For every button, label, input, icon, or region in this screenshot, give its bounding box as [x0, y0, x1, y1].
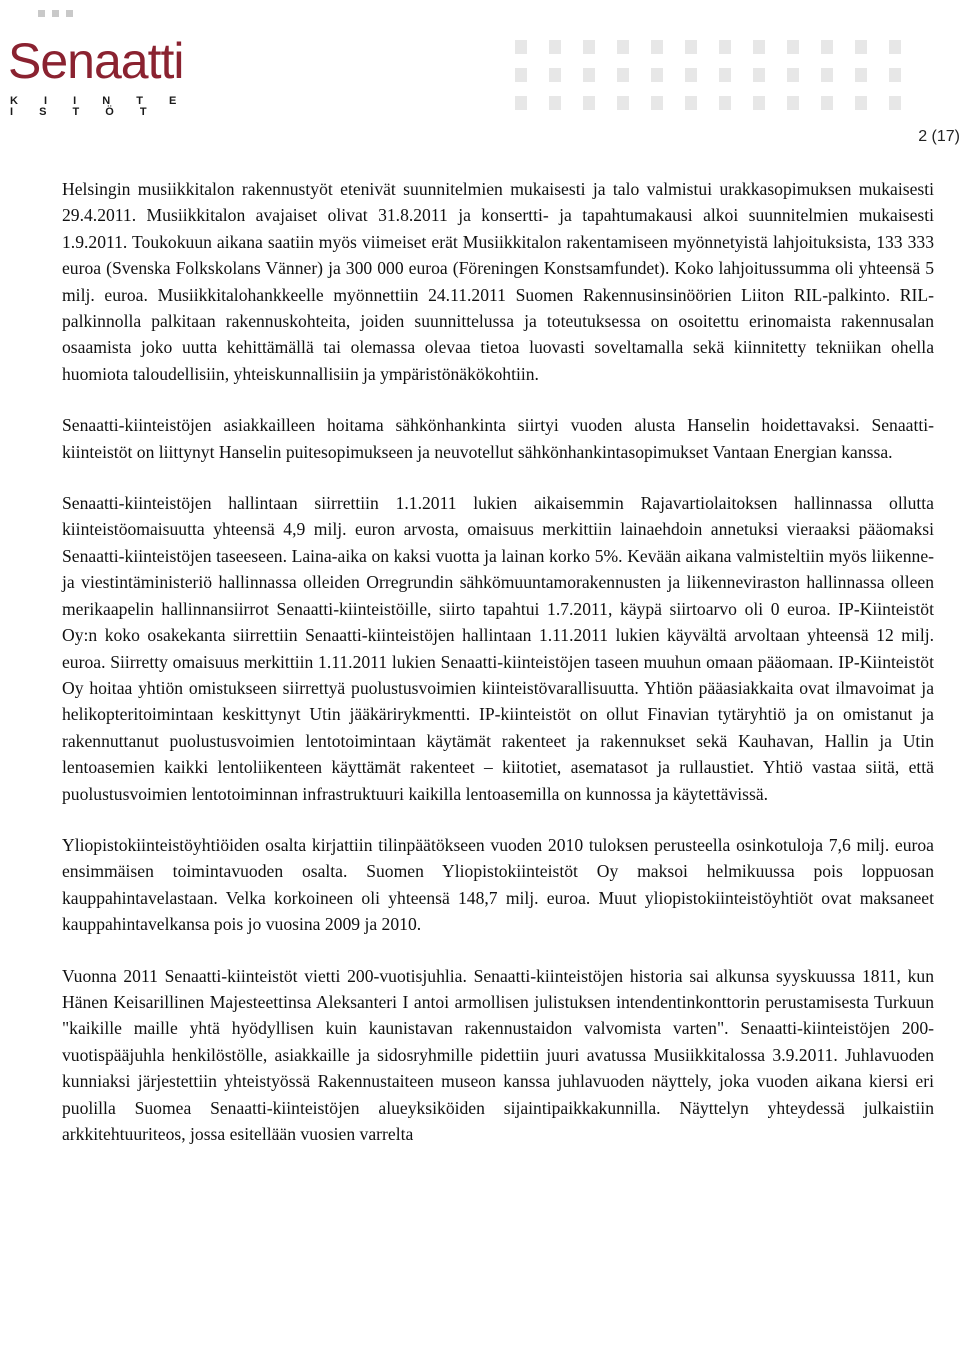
header-decoration-pattern — [515, 40, 960, 120]
logo-tagline: K I I N T E I S T Ö T — [10, 95, 188, 118]
logo-decoration-squares — [38, 10, 73, 17]
paragraph-hallinnansiirrot: Senaatti-kiinteistöjen hallintaan siirrettiin 1.1.2011 lukien aikaisemmin Rajavartiolaitoksen hallinnassa ollutta kiinteistöomaisuutta yhteensä 4,9 milj. euron arvosta, omaisuus merkittiin lainaehdoin annetuksi vieraaksi pääomaksi Senaatti-kiinteistöjen taseeseen. Laina-aika on kaksi vuotta ja lainan korko 5%. Kevään aikana valmisteltiin myös liikenne- ja viestintäministeriö hallinnassa olleiden Orregrundin sähkömuuntamorakennusten ja liikenneviraston hallinnassa olleen merikaapelin hallinnansiirrot Senaatti-kiinteistöille, siirto tapahtui 1.7.2011, käypä siirtoarvo oli 0 euroa. IP-Kiinteistöt Oy:n koko osakekanta siirrettiin Senaatti-kiinteistöjen hallintaan 1.11.2011 lukien käyvältä arvoltaan yhteensä 12 milj. euroa. Siirretty omaisuus merkittiin 1.11.2011 lukien Senaatti-kiinteistöjen taseen muuhun omaan pääomaan. IP-Kiinteistöt Oy hoitaa yhtiön omistukseen siirrettyä puolustusvoimien kiinteistövarallisuutta. Yhtiön pääasiakkaita ovat ilmavoimat ja helikopteritoimintaan keskittynyt Utin jääkärirykmentti. IP-kiinteistöt on ollut Finavian tytäryhtiö ja on omistanut ja rakennuttanut puolustusvoimien lentotoimintaan käytämät rakenteet ja rakennukset sekä Kauhavan, Hallin ja Utin lentoasemien kaikki lentoliikenteen käyttämät rakenteet – kiitotiet, asematasot ja rullaustiet. Yhtiö vastaa siitä, että puolustusvoimien lentotoiminnan infrastruktuuri kaikilla lentoasemilla on kunnossa ja käytettävissä. — [62, 493, 934, 804]
logo-wordmark: Senaatti — [8, 33, 184, 89]
paragraph-sahkonhankinta: Senaatti-kiinteistöjen asiakkailleen hoitama sähkönhankinta siirtyi vuoden alusta Hanselin hoidettavaksi. Senaatti-kiinteistöt on liittynyt Hanselin puitesopimukseen ja neuvotellut sähkönhankintasopimukset Vantaan Energian kanssa. — [62, 415, 934, 462]
paragraph-musiikkitalo: Helsingin musiikkitalon rakennustyöt etenivät suunnitelmien mukaisesti ja talo valmistui urakkasopimuksen mukaisesti 29.4.2011. Musiikkitalon avajaiset olivat 31.8.2011 ja konsertti- ja tapahtumakausi alkoi suunnitelmien mukaisesti 1.9.2011. Toukokuun aikana saatiin myös viimeiset erät Musiikkitalon rakentamiseen myönnetyistä lahjoituksista, 133 333 euroa (Svenska Folkskolans Vänner) ja 300 000 euroa (Föreningen Konstsamfundet). Koko lahjoitussumma oli yhteensä 5 milj. euroa. Musiikkitalohankkeelle myönnettiin 24.11.2011 Suomen Rakennusinsinöörien Liiton RIL-palkinto. RIL-palkinnolla palkitaan rakennuskohteita, joiden suunnittelussa ja toteutuksessa on osoitettu erinomaista rakennusalan osaamista joko uutta kehittämällä tai olemassa olevaa tietoa luovasti soveltamalla sekä kiinnitetty tekniikan ohella huomiota taloudellisiin, yhteiskunnallisiin ja ympäristönäkökohtiin. — [62, 179, 934, 384]
paragraph-yliopistokiinteistot: Yliopistokiinteistöyhtiöiden osalta kirjattiin tilinpäätökseen vuoden 2010 tuloksen perusteella osinkotuloja 7,6 milj. euroa ensimmäisen toimintavuoden osalta. Suomen Yliopistokiinteistöt Oy maksoi helmikuussa pois loppuosan kauppahintavelastaan. Velka korkoineen oli yhteensä 148,7 milj. euroa. Muut yliopistokiinteistöyhtiöt ovat maksaneet kauppahintavelkansa pois jo vuosina 2009 ja 2010. — [62, 834, 934, 935]
page-number: 2 (17) — [918, 128, 960, 145]
document-body — [62, 176, 934, 1172]
senaatti-logo — [8, 10, 198, 118]
paragraph-200-vuotisjuhlat: Vuonna 2011 Senaatti-kiinteistöt vietti 200-vuotisjuhlia. Senaatti-kiinteistöjen historia sai alkunsa syyskuussa 1811, kun Hänen Keisarillinen Majesteettinsa Aleksanteri I antoi armollisen julistuksen intendentinkonttorin perustamisesta Turkuun "kaikille maille yhtä hyödyllisen kuin kaunistavan rakennustaidon valvomista varten". Senaatti-kiinteistöjen 200-vuotispääjuhla henkilöstölle, asiakkaille ja sidosryhmille pidettiin juuri avatussa Musiikkitalossa 3.9.2011. Juhlavuoden kunniaksi järjestettiin yhteistyössä Rakennustaiteen museon kanssa juhlavuoden näyttely, joka vuoden aikana kiersi eri puolilla Suomea Senaatti-kiinteistöjen alueyksiköiden sijaintipaikkakunnilla. Näyttelyn yhteydessä julkaistiin arkkitehtuuriteos, jossa esitellään vuosien varrelta — [62, 965, 934, 1144]
